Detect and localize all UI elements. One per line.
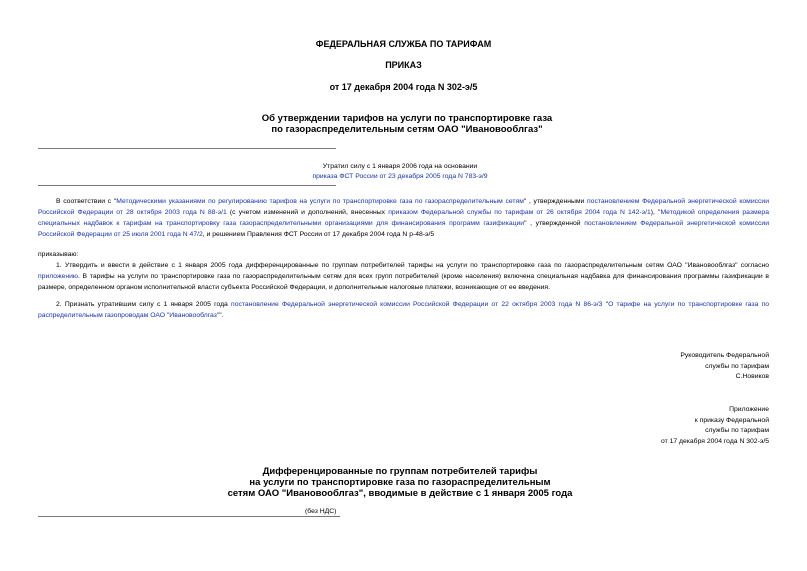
agency-name: ФЕДЕРАЛЬНАЯ СЛУЖБА ПО ТАРИФАМ bbox=[315, 39, 492, 49]
status-line-1: Утратил силу с 1 января 2006 года на основании bbox=[322, 163, 478, 170]
item2-text-3: ". bbox=[219, 312, 224, 319]
status-rule-bottom bbox=[38, 185, 336, 186]
preamble-text-1: В соответствии с " bbox=[56, 198, 117, 205]
vat-rule bbox=[38, 516, 340, 517]
methodology-link[interactable]: Методическими указаниями по регулированию тарифов на услуги по транспортировке газа по газораспределительным сетям bbox=[116, 198, 524, 205]
appendix-line-3: службы по тарифам bbox=[705, 427, 769, 434]
order-item-2 bbox=[38, 299, 769, 321]
status-link[interactable]: приказа ФСТ России от 23 декабря 2005 года N 783-э/9 bbox=[312, 173, 488, 180]
signature-line-2: службы по тарифам bbox=[705, 362, 769, 370]
title-line-1: Об утверждении тарифов на услуги по транспортировке газа bbox=[261, 113, 553, 124]
appendix-line-4: от 17 декабря 2004 года N 302-э/5 bbox=[660, 437, 769, 445]
order-item-1 bbox=[38, 260, 769, 293]
appendix-title bbox=[180, 466, 620, 499]
document-type: ПРИКАЗ bbox=[385, 60, 422, 70]
status-note bbox=[200, 162, 600, 182]
preamble-text-3: (с учетом изменений и дополнений, внесенных bbox=[226, 209, 389, 216]
preamble-paragraph bbox=[38, 196, 769, 240]
item2-text-1: 2. Признать утратившим силу с 1 января 2005 года bbox=[56, 301, 232, 308]
signature-block bbox=[469, 351, 769, 383]
vat-note: (без НДС) bbox=[305, 508, 337, 515]
appendix-title-line-1: Дифференцированные по группам потребителей тарифы bbox=[262, 466, 538, 477]
appendix-title-line-2: на услуги по транспортировке газа по газораспределительным bbox=[249, 477, 551, 488]
appendix-link[interactable]: приложению bbox=[38, 273, 78, 280]
fst-order-link[interactable]: приказом Федеральной службы по тарифам от 26 октября 2004 года N 142-э/1 bbox=[388, 209, 651, 216]
appendix-line-2: к приказу Федеральной bbox=[694, 416, 769, 424]
document-date-number: от 17 декабря 2004 года N 302-э/5 bbox=[329, 82, 478, 92]
repealed-resolution-link[interactable]: постановление Федеральной энергетической комиссии Российской Федерации от 22 октября 2003 года N 86-э/3 bbox=[231, 301, 603, 308]
preamble-text-6: , и решением Правления ФСТ России от 17 декабря 2004 года N р-48-э/5 bbox=[202, 231, 435, 238]
appendix-header bbox=[469, 405, 769, 447]
appendix-title-line-3: сетям ОАО "Ивановооблгаз", вводимые в действие с 1 января 2005 года bbox=[227, 488, 573, 499]
fek-resolution-link[interactable]: постановлением Федеральной энергетической комиссии Российской Федерации от 28 октября 2003 года N 88-э/1 bbox=[38, 198, 770, 216]
item1-text-2: . В тарифы на услуги по транспортировке газа по газораспределительным сетям для всех групп потребителей (кроме населения) включена специальная надбавка для финансирования программы газификации в размере, определенном органом исполнительной власти субъекта Российской Федерации, и дополнительные налоговые платежи, возникающие от ее введения. bbox=[38, 273, 769, 291]
tariff-resolution-title-link[interactable]: О тарифе на услуги по транспортировке газа по распределительным газопроводам ОАО "Ивановооблгаз" bbox=[38, 301, 769, 319]
title-line-2: по газораспределительным сетям ОАО "Ивановооблгаз" bbox=[271, 124, 543, 135]
item1-text-1: 1. Утвердить и ввести в действие с 1 января 2005 года дифференцированные по группам потребителей тарифы на услуги по транспортировке газа по газораспределительным сетям ОАО "Ивановооблгаз" согласно bbox=[56, 262, 769, 269]
signature-line-1: Руководитель Федеральной bbox=[680, 352, 769, 359]
status-rule-top bbox=[38, 148, 336, 149]
surcharge-method-link[interactable]: Методикой определения размера специальных надбавок к тарифам на транспортировку газа газораспределительными организациями для финансирования программ газификации bbox=[38, 209, 769, 227]
fek-resolution-2001-link[interactable]: постановлением Федеральной энергетической комиссии Российской Федерации от 25 июля 2001 года N 47/2 bbox=[38, 220, 769, 238]
preamble-text-2: " , утвержденными bbox=[523, 198, 587, 205]
document-title bbox=[197, 113, 617, 135]
preamble-text-5: " , утвержденной bbox=[524, 220, 585, 227]
order-word: приказываю: bbox=[38, 251, 79, 258]
preamble-text-4: ), " bbox=[650, 209, 661, 216]
appendix-line-1: Приложение bbox=[729, 406, 769, 413]
signature-name: С.Новиков bbox=[735, 373, 769, 380]
item2-text-2: " bbox=[602, 301, 609, 308]
